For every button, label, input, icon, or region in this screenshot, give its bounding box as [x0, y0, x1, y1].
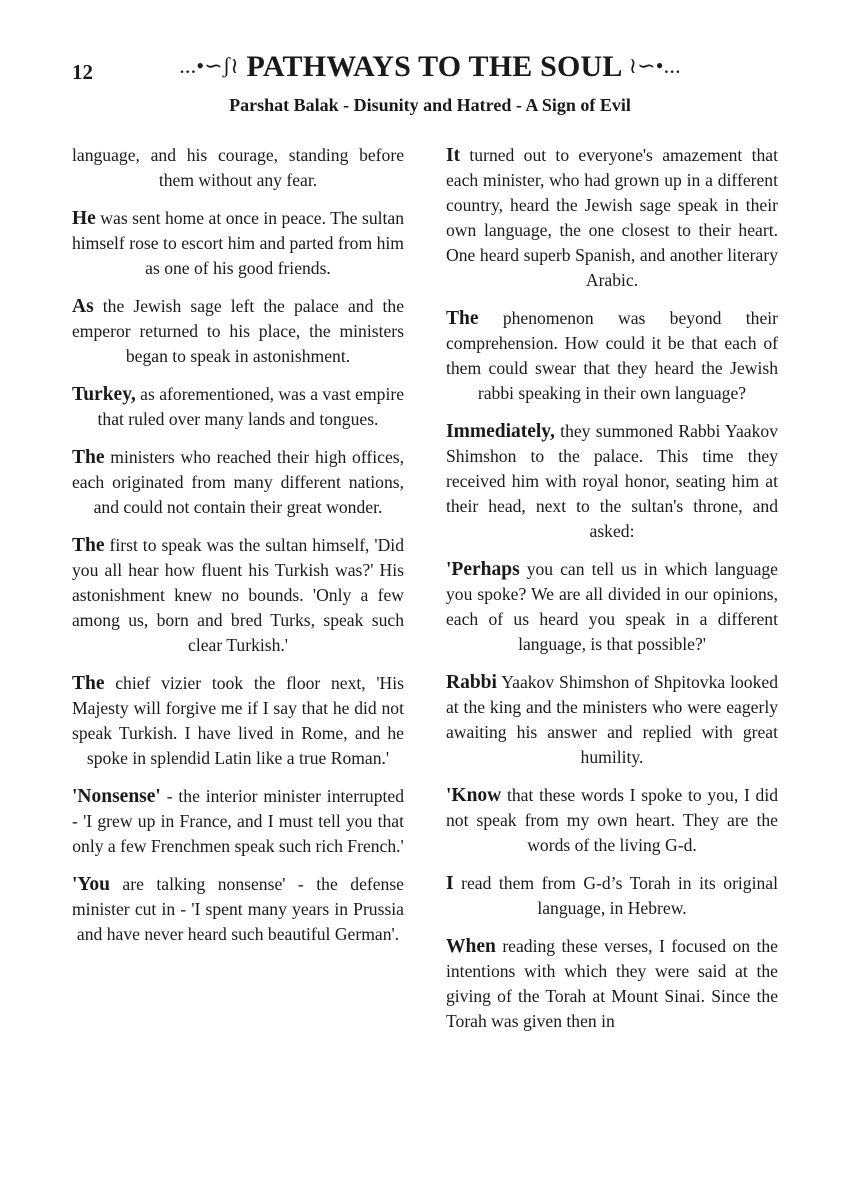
- paragraph-text: phenomenon was beyond their comprehension. How could it be that each of them could swear that they heard the Jewish rabbi speaking in their own language?: [446, 308, 778, 403]
- paragraph: [72, 533, 404, 658]
- paragraph: [72, 671, 404, 771]
- paragraph-lead-word: It: [446, 145, 461, 166]
- paragraph-text: that these words I spoke to you, I did not speak from my own heart. They are the words of the living G-d.: [446, 785, 778, 855]
- paragraph-text: reading these verses, I focused on the intentions with which they were said at the giving of the Torah at Mount Sinai. Since the Torah was given then in: [446, 936, 778, 1031]
- paragraph: [446, 934, 778, 1034]
- paragraph-lead-word: 'Perhaps: [446, 559, 520, 580]
- ornament-left-icon: ...•∽ʃ≀: [179, 53, 239, 78]
- paragraph-lead-word: The: [72, 673, 105, 694]
- paragraph-lead-word: I: [446, 873, 454, 894]
- paragraph-text: read them from G-d’s Torah in its original language, in Hebrew.: [453, 873, 778, 918]
- paragraph: [72, 206, 404, 281]
- paragraph-lead-word: 'Nonsense': [72, 786, 161, 807]
- paragraph-lead-word: 'You: [72, 874, 110, 895]
- paragraph: [446, 143, 778, 293]
- paragraph-text: language, and his courage, standing before them without any fear.: [72, 145, 404, 190]
- paragraph: [446, 871, 778, 921]
- paragraph-text: as aforementioned, was a vast empire that ruled over many lands and tongues.: [97, 384, 404, 429]
- paragraph-text: ministers who reached their high offices, each originated from many different nations, and could not contain their great wonder.: [72, 447, 404, 517]
- paragraph-lead-word: As: [72, 296, 94, 317]
- paragraph: [72, 294, 404, 369]
- paragraph-lead-word: He: [72, 208, 96, 229]
- paragraph: [446, 419, 778, 544]
- paragraph: [446, 783, 778, 858]
- paragraph-lead-word: The: [72, 535, 105, 556]
- paragraph: [446, 306, 778, 406]
- paragraph: [72, 382, 404, 432]
- ornament-right-icon: ≀∽•...: [628, 53, 681, 78]
- paragraph-lead-word: Immediately,: [446, 421, 555, 442]
- left-column: [72, 143, 404, 960]
- paragraph-text: chief vizier took the floor next, 'His Majesty will forgive me if I say that he did not speak Turkish. I have lived in Rome, and he spoke in splendid Latin like a true Roman.': [72, 673, 404, 768]
- chapter-subtitle: Parshat Balak - Disunity and Hatred - A Sign of Evil: [229, 95, 631, 115]
- paragraph-text: - the interior minister interrupted - 'I grew up in France, and I must tell you that only a few Frenchmen speak such rich French.': [72, 786, 404, 856]
- paragraph-text: are talking nonsense' - the defense minister cut in - 'I spent many years in Prussia and have never heard such beautiful German'.: [72, 874, 404, 944]
- book-title: PATHWAYS TO THE SOUL: [246, 50, 621, 83]
- paragraph: [72, 784, 404, 859]
- paragraph-lead-word: The: [446, 308, 479, 329]
- paragraph: [446, 670, 778, 770]
- paragraph-lead-word: Rabbi: [446, 672, 497, 693]
- paragraph-text: Yaakov Shimshon of Shpitovka looked at the king and the ministers who were eagerly awaiting his answer and replied with great humility.: [446, 672, 778, 767]
- paragraph: [72, 872, 404, 947]
- paragraph-lead-word: The: [72, 447, 105, 468]
- paragraph-lead-word: Turkey,: [72, 384, 136, 405]
- paragraph-text: was sent home at once in peace. The sultan himself rose to escort him and parted from him as one of his good friends.: [72, 208, 404, 278]
- paragraph: [446, 557, 778, 657]
- paragraph: [72, 143, 404, 193]
- right-column: [446, 143, 778, 1047]
- paragraph-lead-word: When: [446, 936, 496, 957]
- paragraph-text: turned out to everyone's amazement that each minister, who had grown up in a different country, heard the Jewish sage speak in their own language, the one closest to their heart. One heard superb Spanish, and another literary Arabic.: [446, 145, 778, 290]
- paragraph-text: first to speak was the sultan himself, 'Did you all hear how fluent his Turkish was?' His astonishment knew no bounds. 'Only a few among us, born and bred Turks, speak such clear Turkish.': [72, 535, 404, 655]
- paragraph-lead-word: 'Know: [446, 785, 502, 806]
- paragraph-text: the Jewish sage left the palace and the emperor returned to his place, the ministers began to speak in astonishment.: [72, 296, 404, 366]
- page-number: 12: [72, 60, 93, 84]
- running-title: [130, 50, 730, 84]
- paragraph-text: you can tell us in which language you spoke? We are all divided in our opinions, each of us heard you speak in a different language, is that possible?': [446, 559, 778, 654]
- paragraph: [72, 445, 404, 520]
- paragraph-text: they summoned Rabbi Yaakov Shimshon to the palace. This time they received him with royal honor, seating him at their head, next to the sultan's throne, and asked:: [446, 421, 778, 541]
